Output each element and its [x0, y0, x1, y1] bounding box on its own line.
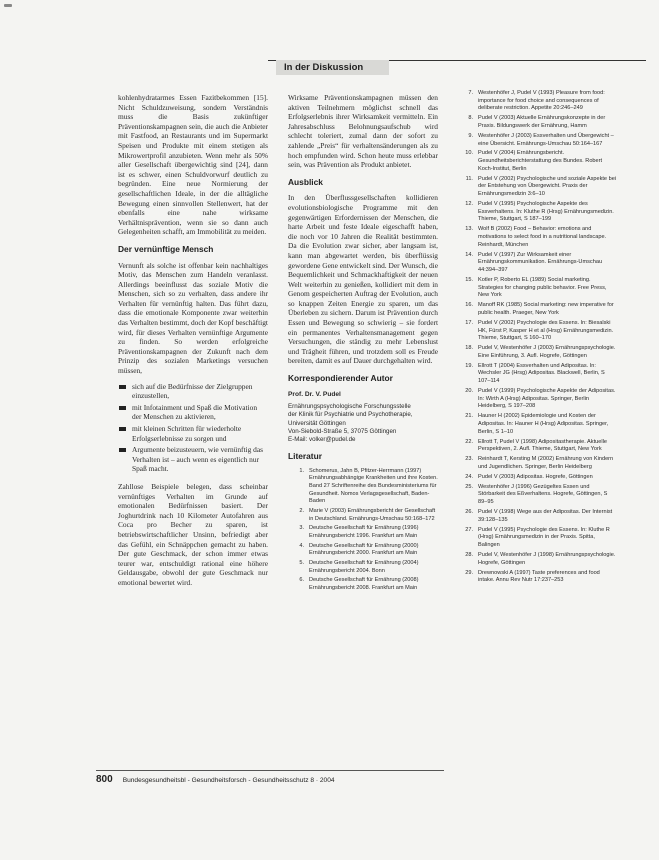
reference-number: 11.: [465, 175, 473, 182]
bullet-list: [118, 382, 268, 474]
paragraph: kohlenhydratarmes Essen Fazitbekommen [15]. Nicht Schuldzuweisung, sondern Verständnis muss die Basis zukünftiger Präventionskampagnen sein, die auch die Anbieter mit Fastfood, an Restaurants und im Supermarkt Speisen und Produkte mit einem stetigen als Mikrowertprofil anzubieten. Wenn mehr als 50% aller Gesellschaft übergewichtig sind [24], dann ist es schwer, einen Schuldvorwurf deutlich zu begründen. Eine neue Normierung der gesellschaftlichen Ideale, in der die alltägliche Bewegung einen sinnvollen Stellenwert, hat der ebenfalls eine nahe wirksame Verhältnisprävention, wenn sie so dann auch Gelegenheiten schafft, am Immobilität zu meiden.: [118, 93, 268, 237]
reference-number: 12.: [465, 201, 473, 208]
reference-number: 23.: [465, 456, 473, 463]
bullet-item: Argumente beizusteuern, wie vernünftig das Verhalten ist – auch wenn es eigentlich nur Spaß macht.: [118, 445, 268, 474]
reference-text: Schomerus, Jahn B, Pfitzer-Herrmann (1997) Ernährungsabhängige Krankheiten und ihre Kosten. Band 27 Schriftenreihe des Bundesministeriums für Gesundheit. Nomos Verlagsgesellschaft, Baden-Baden: [309, 467, 438, 505]
journal-citation: Bundesgesundheitsbl - Gesundheitsforsch - Gesundheitsschutz 8 · 2004: [122, 777, 335, 784]
reference-item: [288, 577, 438, 592]
reference-item: [288, 543, 438, 558]
reference-text: Pudel V (2004) Ernährungsbericht. Gesundheitsberichterstattung des Bundes. Robert Koch-Institut, Berlin: [478, 150, 603, 172]
reference-list-start: [288, 468, 438, 593]
reference-item: [457, 302, 617, 317]
reference-number: 25.: [465, 483, 473, 490]
reference-item: [457, 150, 617, 173]
reference-text: Deutsche Gesellschaft für Ernährung (2008) Ernährungsbericht 2008. Frankfurt am Main: [309, 577, 419, 592]
reference-text: Westenhöfer J, Pudel V (1993) Pleasure from food: importance for food choice and consequences of deliberate restriction. Appetite 20:246–249: [478, 90, 605, 112]
reference-number: 22.: [465, 438, 473, 445]
reference-number: 1.: [299, 467, 304, 474]
reference-item: [457, 570, 617, 585]
reference-number: 18.: [465, 345, 473, 352]
reference-number: 7.: [468, 90, 473, 96]
page-number: 800: [96, 774, 113, 785]
address-line: der Klinik für Psychiatrie und Psychotherapie,: [288, 411, 413, 419]
reference-text: Pudel V, Westenhöfer J (2003) Ernährungspsychologie. Eine Einführung, 3. Aufl. Hogrefe, Göttingen: [478, 345, 616, 359]
reference-item: [457, 345, 617, 360]
bullet-item: sich auf die Bedürfnisse der Zielgruppen einzustellen,: [118, 382, 268, 401]
reference-text: Pudel V (1995) Psychologische Aspekte des Essverhaltens. In: Kluthe R (Hrsg) Ernährungsmedizin. Thieme, Stuttgart, S 187–199: [478, 201, 614, 223]
reference-item: [457, 115, 617, 130]
reference-item: [457, 552, 617, 567]
reference-text: Pudel V (1999) Psychologische Aspekte der Adipositas. In: Wirth A (Hrsg) Adipositas. Springer, Berlin Heidelberg, S 197–208: [478, 388, 616, 410]
reference-text: Drewnowski A (1997) Taste preferences and food intake. Annu Rev Nutr 17:237–253: [478, 569, 600, 584]
reference-item: [457, 527, 617, 550]
reference-number: 6.: [299, 577, 304, 584]
heading-vernuenftige-mensch: Der vernünftige Mensch: [118, 243, 214, 254]
reference-item: [457, 90, 617, 113]
reference-number: 5.: [299, 560, 304, 567]
reference-item: [457, 484, 617, 507]
reference-text: Pudel V, Westenhöfer J (1998) Ernährungspsychologie. Hogrefe, Göttingen: [478, 551, 616, 566]
reference-number: 14.: [465, 251, 473, 258]
reference-item: [457, 509, 617, 524]
reference-item: [288, 468, 438, 506]
reference-number: 8.: [468, 115, 473, 122]
heading-literatur: Literatur: [288, 451, 322, 462]
reference-text: Westenhöfer J (2003) Essverhalten und Übergewicht – eine Übersicht. Ernährungs-Umschau 50:164–167: [478, 132, 614, 147]
reference-item: [457, 388, 617, 411]
bullet-item: mit Infotainment und Spaß die Motivation der Menschen zu aktivieren,: [118, 403, 268, 422]
reference-number: 3.: [299, 525, 304, 532]
reference-item: [457, 226, 617, 249]
reference-item: [457, 363, 617, 386]
reference-item: [457, 133, 617, 148]
reference-item: [288, 560, 438, 575]
reference-text: Marie V (2003) Ernährungsbericht der Gesellschaft in Deutschland. Ernährungs-Umschau 50:168–172: [309, 507, 436, 522]
paragraph: Vernunft als solche ist offenbar kein nachhaltiges Motiv, das Menschen zum Handeln veranlasst. Allerdings beeinflusst das soziale Motiv die Menschen, sich so zu verhalten, dass andere ihr Verhalten für vernünftig halten. Das führt dazu, dass die emotionale Komponente zwar weiterhin das Verhalten bestimmt, doch der Kopf beschäftigt wird, für dieses Verhalten vernünftige Argumente zu finden. So werden erfolgreiche Präventionskampagnen der Zukunft nach dem Prinzip des sozialen Marketings versuchen müssen,: [118, 260, 268, 376]
reference-item: [457, 439, 617, 454]
text-column-right: [457, 90, 617, 587]
reference-text: Pudel V (2003) Adipositas. Hogrefe, Göttingen: [478, 473, 593, 480]
reference-number: 21.: [465, 413, 473, 420]
reference-text: Westenhöfer J (1996) Gezügeltes Essen und Störbarkeit des Eßverhaltens. Hogrefe, Göttingen, S 89–95: [478, 483, 608, 506]
reference-text: Pudel V (1997) Zur Wirksamkeit einer Ernährungskommunikation. Ernährungs-Umschau 44:394–397: [478, 251, 603, 274]
author-name: Prof. Dr. V. Pudel: [288, 390, 341, 398]
reference-number: 17.: [465, 319, 473, 326]
reference-item: [457, 474, 617, 482]
reference-text: Ellrott T (2004) Essverhalten und Adipositas. In: Wechsler JG (Hrsg) Adipositas. Blackwell, Berlin, S 107–114: [478, 362, 605, 385]
paragraph: In den Überflussgesellschaften kollidieren evolutionsbiologische Programme mit den gegenwärtigen Erfordernissen der Menschen, die harte Arbeit und feste Ideale eigeschafft haben, die noch vor 10 Jahren die Realität bestimmten. Da die Evolution zwar sicher, aber langsam ist, kann man abgewartet werden, bis überflüssig gewordene Gene entwickelt sind. Der Wunsch, die Bequemlichkeit und Schmackhaftigkeit der neuen Welt weiterhin zu genießen, kollidiert mit dem in Genom gespeicherten Auftrag der Evolution, auch so knappen Zeiten Energie zu sparen, um das Überleben zu sichern. Darum ist Prävention durch Essen und Bewegung so schwierig – sie fordert ein permanentes Verhaltensmanagement gegen Versuchungen, die ständig zu mehr Lebenslust und Trägheit führen, und trotzdem soll es Freude bereiten, damit es auf Dauer durchgehalten wird.: [288, 193, 438, 366]
reference-number: 26.: [465, 509, 473, 516]
address-line: Von-Siebold-Straße 5, 37075 Göttingen: [288, 427, 397, 435]
reference-text: Pudel V (2002) Psychologische und soziale Aspekte bei der Entstehung von Übergewicht. Praxis der Ernährungsmedizin 3:6–10: [478, 175, 617, 198]
reference-number: 10.: [465, 150, 473, 157]
reference-item: [288, 525, 438, 540]
reference-number: 24.: [465, 473, 473, 480]
reference-text: Deutsche Gesellschaft für Ernährung (2004) Ernährungsbericht 2004. Bonn: [309, 560, 419, 574]
reference-number: 19.: [465, 362, 473, 369]
heading-ausblick: Ausblick: [288, 176, 323, 187]
address-line: Ernährungspsychologische Forschungsstelle: [288, 403, 411, 411]
reference-number: 15.: [465, 276, 473, 283]
reference-item: [457, 176, 617, 199]
reference-number: 9.: [468, 132, 473, 139]
text-column-middle: [288, 93, 438, 595]
page-footer: [96, 774, 456, 788]
reference-text: Pudel V (2003) Aktuelle Ernährungskonzepte in der Praxis. Bildungswerk der Ernährung, Hamm: [478, 115, 606, 129]
reference-text: Deutsche Gesellschaft für Ernährung (2000) Ernährungsbericht 2000. Frankfurt am Main: [309, 542, 419, 557]
reference-number: 28.: [465, 551, 473, 558]
reference-item: [457, 456, 617, 471]
reference-text: Ellrott T, Pudel V (1998) Adipositastherapie. Aktuelle Perspektiven, 2. Aufl. Thieme, Stuttgart, New York: [478, 438, 607, 453]
reference-number: 20.: [465, 388, 473, 395]
reference-text: Pudel V (1995) Psychologie des Essens. In: Kluthe R (Hrsg) Ernährungsmedizin in der Praxis. Spitta, Balingen: [478, 526, 610, 549]
paragraph: Zahllose Beispiele belegen, dass scheinbar vernünftiges Verhalten im Grunde auf emotionalen Bedürfnissen basiert. Der Joghurtdrink nach 10 Kilometer Autofahren aus Coca pro Becher zu sparen, ist betriebswirtschaftlicher Unsinn, befriedigt aber das Gefühl, ein Schnäppchen gemacht zu haben. Der gute Geschmack, der schon immer etwas teurer war, entschuldigt rational eine höhere Geldausgabe, obwohl der gute Geschmack nur emotional bewertet wird.: [118, 481, 268, 587]
reference-text: Reinhardt T, Kersting M (2002) Ernährung von Kindern und Jugendlichen. Springer, Berlin Heidelberg: [478, 456, 614, 470]
reference-number: 29.: [465, 569, 473, 576]
reference-item: [457, 413, 617, 436]
author-address: [288, 403, 438, 444]
reference-number: 27.: [465, 526, 473, 533]
reference-text: Kotler P, Roberto EL (1989) Social marketing. Strategies for changing public behavior. Free Press, New York: [478, 276, 607, 299]
bullet-item: mit kleinen Schritten für wiederholte Erfolgserlebnisse zu sorgen und: [118, 424, 268, 443]
reference-text: Manoff RK (1985) Social marketing: new imperative for public health. Praeger, New York: [478, 302, 614, 316]
text-column-left: [118, 93, 268, 588]
staple-mark: [4, 4, 12, 7]
reference-item: [457, 277, 617, 300]
reference-item: [457, 320, 617, 343]
reference-number: 4.: [299, 542, 304, 549]
reference-number: 16.: [465, 302, 473, 309]
footer-rule: [96, 770, 444, 771]
reference-list: [288, 468, 438, 593]
reference-text: Pudel V (1998) Wege aus der Adipositas. Der Internist 39:128–135: [478, 509, 613, 523]
heading-korrespondierender-autor: Korrespondierender Autor: [288, 373, 393, 384]
address-email: E-Mail: volker@pudel.de: [288, 436, 356, 444]
address-line: Universität Göttingen: [288, 419, 346, 427]
reference-number: 13.: [465, 226, 473, 233]
reference-text: Hauner H (2002) Epidemiologie und Kosten der Adipositas. In: Hauner H (Hrsg) Adipositas. Springer, Berlin, S 1–10: [478, 413, 609, 435]
reference-text: Wolf B (2002) Food – Behavior: emotions and motivations to select food in a nutritional landscape. Reinhardt, München: [478, 226, 607, 248]
section-tag: In der Diskussion: [276, 60, 389, 75]
reference-item: [457, 252, 617, 275]
reference-list: [457, 90, 617, 585]
reference-text: Pudel V (2002) Psychologie des Essens. In: Biesalski HK, Fürst P, Kasper H et al (Hrsg) Ernährungsmedizin. Thieme, Stuttgart, S 160–170: [478, 319, 614, 342]
reference-number: 2.: [299, 507, 304, 514]
paragraph: Wirksame Präventionskampagnen müssen den aktiven Teilnehmern möglichst schnell das Erfolgserlebnis ihrer Wirksamkeit vermitteln. Ein Jahresabschluss Belohnungsaufschub wird schlecht toleriert, zumal dann der sofort zu zahlende „Preis“ für verhaltensänderungen als zu hoch empfunden wird. Schon heute muss erlebbar sein, was Prävention als Produkt anbietet.: [288, 93, 438, 170]
reference-item: [288, 508, 438, 523]
reference-text: Deutsche Gesellschaft für Ernährung (1996) Ernährungsbericht 1996. Frankfurt am Main: [309, 525, 419, 539]
reference-item: [457, 201, 617, 224]
